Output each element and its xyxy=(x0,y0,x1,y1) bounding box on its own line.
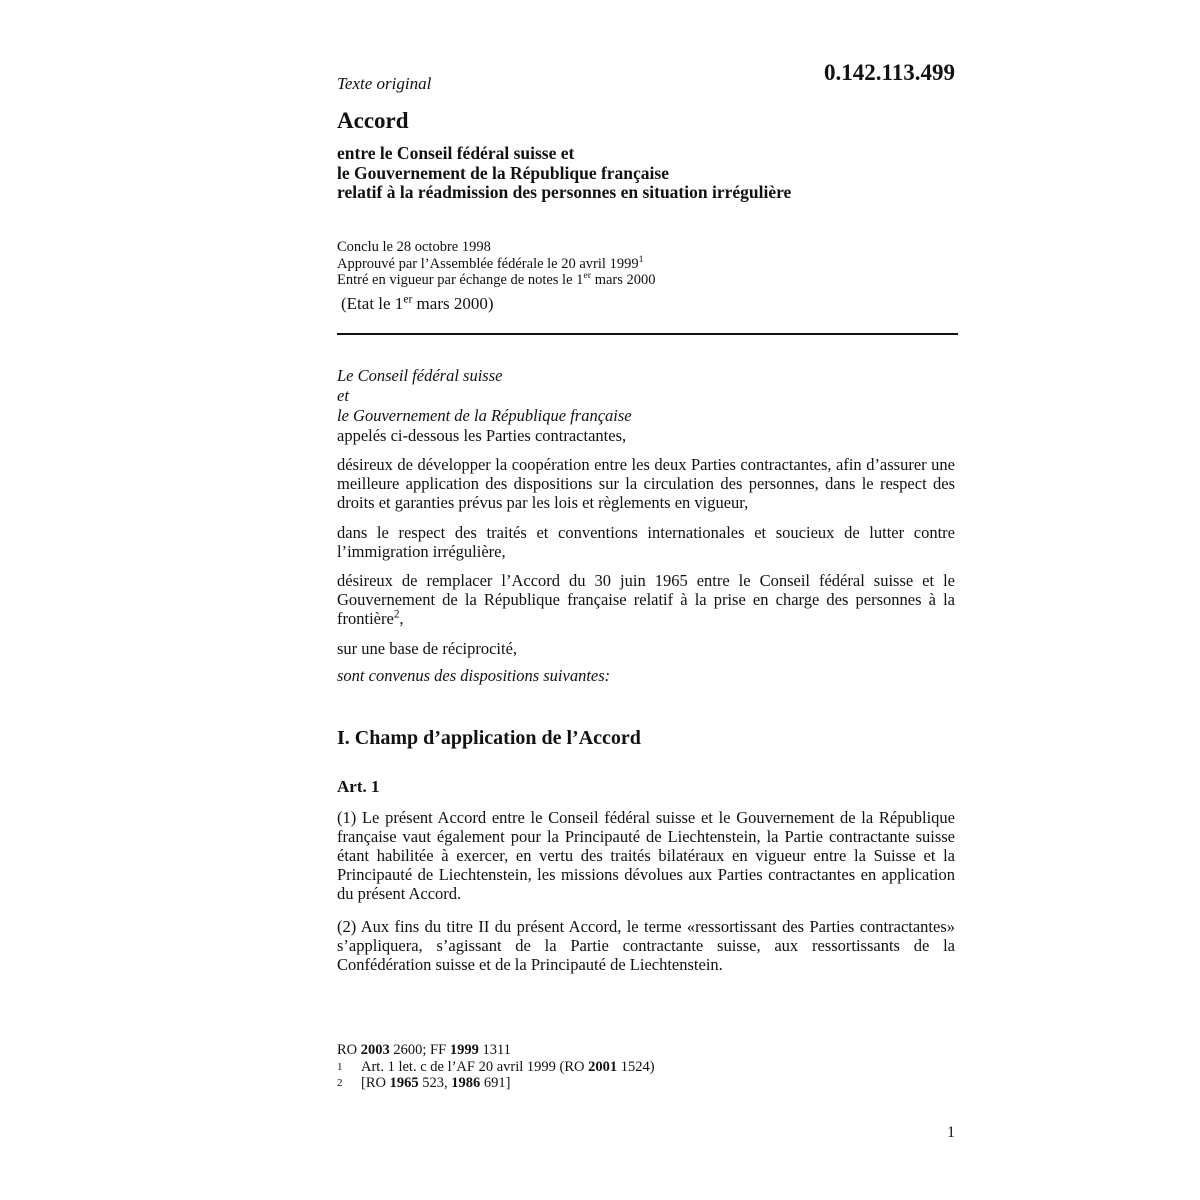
paragraph-punctuation: , xyxy=(399,609,404,628)
meta-block xyxy=(337,239,656,289)
article-paragraph: (1) Le présent Accord entre le Conseil fédéral suisse et le Gouvernement de la République française vaut également pour la Principauté de Liechtenstein, la Partie contractante suisse étant habilitée à exercer, en vertu des traités bilatéraux en vigueur entre la Suisse et la Principauté de Liechtenstein, les missions dévolues aux Parties contractantes en application du présent Accord. xyxy=(337,808,955,903)
document-title: Accord xyxy=(337,108,409,133)
document-subtitle xyxy=(337,144,791,203)
subtitle-line: entre le Conseil fédéral suisse et xyxy=(337,143,575,163)
state-date-end: mars 2000) xyxy=(412,294,494,313)
meta-entre-en-vigueur xyxy=(337,272,656,289)
preamble-convenus: sont convenus des dispositions suivantes: xyxy=(337,666,611,685)
horizontal-rule xyxy=(337,333,958,335)
footnote-ref: 2 xyxy=(393,608,400,621)
fn-year: 1986 xyxy=(451,1075,481,1091)
page-number: 1 xyxy=(947,1124,955,1141)
footnote-number: 2 xyxy=(337,1077,343,1089)
state-date-text: (Etat le 1 xyxy=(341,294,404,313)
fn-text: 1524) xyxy=(617,1058,655,1075)
state-date xyxy=(341,294,494,314)
section-heading: I. Champ d’application de l’Accord xyxy=(337,727,641,749)
texte-original-label: Texte original xyxy=(337,74,432,93)
meta-entre-text: Entré en vigueur par échange de notes le 1 xyxy=(337,272,584,288)
footnote-ref: 1 xyxy=(638,253,644,265)
footnote-1 xyxy=(337,1059,655,1076)
fn-text: [RO xyxy=(361,1075,390,1091)
preamble-conjunction: et xyxy=(337,386,349,405)
fn-text: Art. 1 let. c de l’AF 20 avril 1999 (RO xyxy=(361,1058,589,1075)
fn-text: 691] xyxy=(480,1075,511,1091)
preamble-paragraph: désireux de développer la coopération entre les deux Parties contractantes, afin d’assurer une meilleure application des dispositions sur la circulation des personnes, dans le respect des droits et garanties prévus par les lois et règlements en vigueur, xyxy=(337,455,955,512)
fn-text: 1311 xyxy=(478,1042,511,1058)
fn-text: 2600; FF xyxy=(389,1042,450,1058)
reference-number: 0.142.113.499 xyxy=(824,60,955,85)
preamble-party1: Le Conseil fédéral suisse xyxy=(337,366,503,385)
ordinal-suffix: er xyxy=(403,292,413,306)
fn-text: RO xyxy=(337,1042,361,1058)
meta-entre-date: mars 2000 xyxy=(591,272,656,288)
preamble-reciprocity: sur une base de réciprocité, xyxy=(337,639,518,658)
footnote-2 xyxy=(337,1075,655,1092)
fn-year: 1999 xyxy=(449,1042,479,1058)
meta-approuve xyxy=(337,253,656,273)
meta-conclu: Conclu le 28 octobre 1998 xyxy=(337,239,491,255)
fn-year: 2003 xyxy=(360,1042,390,1058)
preamble-paragraph: dans le respect des traités et conventions internationales et soucieux de lutter contre l’immigration irrégulière, xyxy=(337,523,955,561)
article-paragraph: (2) Aux fins du titre II du présent Accord, le terme «ressortissant des Parties contractantes» s’appliquera, s’agissant de la Partie contractante suisse, aux ressortissants de la Confédération suisse et de la Principauté de Liechtenstein. xyxy=(337,917,955,974)
footnote-number: 1 xyxy=(337,1060,343,1073)
preamble-party2: le Gouvernement de la République française xyxy=(337,406,632,425)
meta-approuve-text: Approuvé par l’Assemblée fédérale le 20 avril 1999 xyxy=(337,255,639,272)
subtitle-line: le Gouvernement de la République française xyxy=(337,162,669,183)
footnotes xyxy=(337,1042,655,1092)
fn-year: 2001 xyxy=(588,1058,618,1075)
preamble-paragraph-text: désireux de remplacer l’Accord du 30 juin 1965 entre le Conseil fédéral suisse et le Gouvernement de la République française relatif à la prise en charge des personnes à la frontière xyxy=(337,571,955,628)
preamble-paragraph xyxy=(337,571,955,628)
article-heading: Art. 1 xyxy=(337,777,380,796)
preamble-designation: appelés ci-dessous les Parties contractantes, xyxy=(337,426,627,445)
footnote-source xyxy=(337,1042,655,1059)
ordinal-suffix: er xyxy=(583,270,592,282)
subtitle-line: relatif à la réadmission des personnes en situation irrégulière xyxy=(337,182,792,202)
fn-text: 523, xyxy=(418,1075,452,1091)
fn-year: 1965 xyxy=(389,1075,419,1091)
